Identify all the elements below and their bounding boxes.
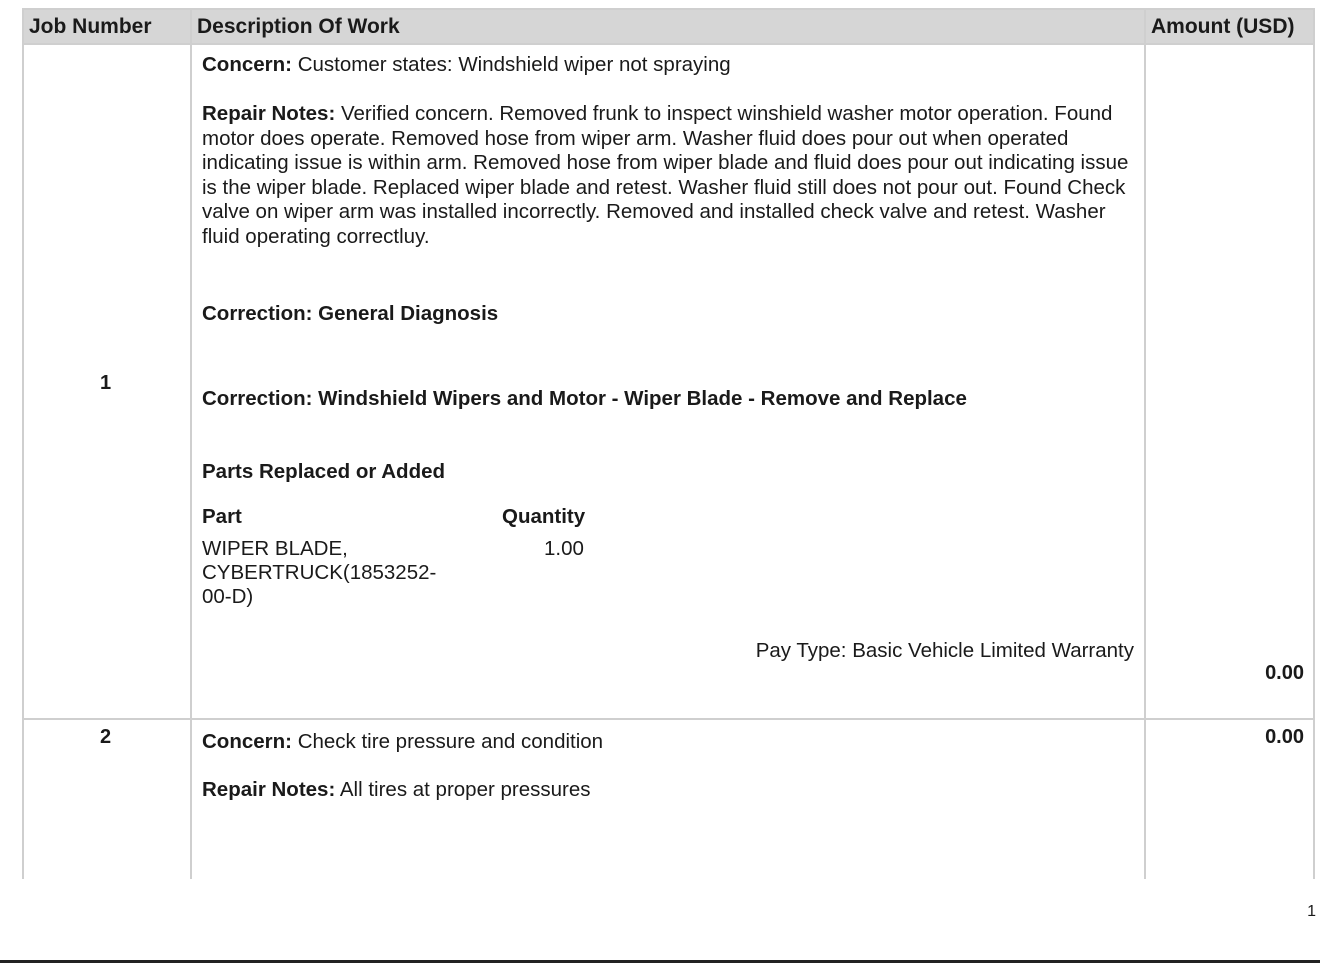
part-name-line: WIPER BLADE,: [202, 537, 348, 560]
repair-notes: [202, 778, 591, 803]
column-divider-job: [190, 8, 192, 879]
repair-notes-label: Repair Notes:: [202, 102, 336, 125]
header-amount: Amount (USD): [1151, 15, 1295, 38]
concern-label: Concern:: [202, 53, 292, 76]
concern-text: Check tire pressure and condition: [297, 730, 604, 753]
concern-label: Concern:: [202, 730, 292, 753]
parts-title: Parts Replaced or Added: [202, 460, 446, 483]
part-quantity: 1.00: [544, 537, 584, 560]
page-number: 1: [1307, 903, 1316, 920]
row-divider: [22, 718, 1315, 720]
parts-column-part: Part: [202, 505, 242, 528]
header-job-number: Job Number: [29, 15, 152, 38]
parts-column-quantity: Quantity: [502, 505, 586, 528]
pay-type: Pay Type: Basic Vehicle Limited Warranty: [755, 639, 1134, 662]
job-number: 2: [100, 726, 112, 748]
repair-notes-label: Repair Notes:: [202, 778, 336, 801]
part-name-line: 00-D): [202, 585, 254, 608]
header-description: Description Of Work: [197, 15, 400, 38]
table-top-border: [22, 8, 1315, 10]
job-amount: 0.00: [1265, 662, 1304, 684]
concern-line: [202, 730, 603, 755]
column-divider-left: [22, 8, 24, 879]
column-divider-right: [1313, 8, 1315, 879]
job-amount: 0.00: [1265, 726, 1304, 748]
part-name-line: CYBERTRUCK(1853252-: [202, 561, 437, 584]
repair-notes-text: Verified concern. Removed frunk to inspect winshield washer motor operation. Found motor does operate. Removed hose from wiper arm. Washer fluid does pour out when operated indicating issue is within arm. Removed hose from wiper blade and fluid does pour out indicating issue is the wiper blade. Replaced wiper blade and retest. Washer fluid still does not pour out. Found Check valve on wiper arm was installed incorrectly. Removed and installed check valve and retest. Washer fluid operating correctluy.: [202, 102, 1129, 248]
correction-general-diagnosis: Correction: General Diagnosis: [202, 302, 499, 325]
concern-line: [202, 53, 731, 78]
column-divider-amount: [1144, 8, 1146, 879]
header-bottom-border: [22, 43, 1315, 45]
concern-text: Customer states: Windshield wiper not spraying: [297, 53, 731, 76]
repair-notes: [202, 102, 1137, 249]
correction-wiper-blade: Correction: Windshield Wipers and Motor - Wiper Blade - Remove and Replace: [202, 387, 967, 410]
job-number: 1: [100, 372, 112, 394]
repair-notes-text: All tires at proper pressures: [339, 778, 591, 801]
